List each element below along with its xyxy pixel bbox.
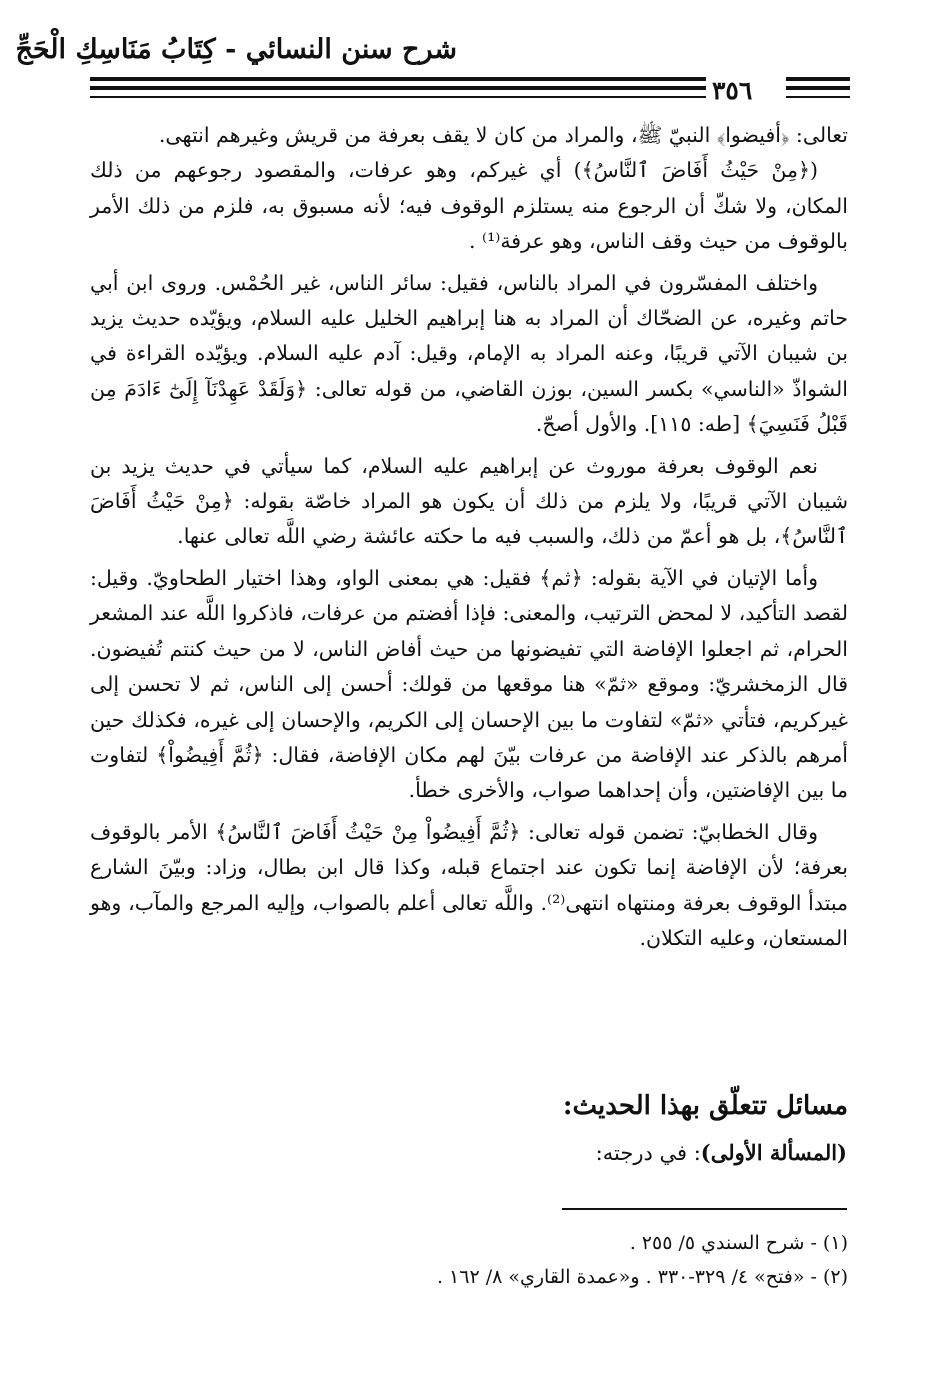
footnote-2: (٢) - «فتح» ٤/ ٣٢٩-٣٣٠ . و«عمدة القاري» ٨/ ١٦٢ . xyxy=(436,1266,848,1288)
footnote-1: (١) - شرح السندي ٥/ ٢٥٥ . xyxy=(629,1232,848,1254)
section-heading: مسائل تتعلّق بهذا الحديث: xyxy=(562,1091,848,1121)
paragraph: نعم الوقوف بعرفة موروث عن إبراهيم عليه السلام، كما سيأتي في حديث يزيد بن شيبان الآتي قريبًا، ولا يلزم من ذلك أن يكون هو المراد خاصّة بقوله: ﴿مِنْ حَيْثُ أَفَاضَ ٱلنَّاسُ﴾، بل هو أعمّ من ذلك، والسبب فيه ما حكته عائشة رضي اللَّه تعالى عنها. xyxy=(90,453,848,549)
page-number: ٣٥٦ xyxy=(712,76,753,105)
footnote-separator xyxy=(562,1208,847,1210)
paragraph: (﴿مِنْ حَيْثُ أَفَاضَ ٱلنَّاسُ﴾) أي غيركم، وهو عرفات، والمقصود رجوعهم من ذلك المكان، ولا شكّ أن الرجوع منه يستلزم الوقوف فيه؛ لأنه مسبوق به، فلزم من ذلك الأمر بالوقوف من حيث وقف الناس، وهو عرفة⁽¹⁾ . xyxy=(90,158,848,254)
paragraph: وقال الخطابيّ: تضمن قوله تعالى: ﴿ثُمَّ أَفِيضُواْ مِنْ حَيْثُ أَفَاضَ ٱلنَّاسُ﴾ الأمر بالوقوف بعرفة؛ لأن الإفاضة إنما تكون عند اجتماع قبله، وكذا قال ابن بطال، وزاد: وبيّنَ الشارع مبتدأ الوقوف بعرفة ومنتهاه انتهى⁽²⁾. واللَّه تعالى أعلم بالصواب، وإليه المرجع والمآب، وهو المستعان، وعليه التكلان. xyxy=(90,819,848,950)
paragraph: واختلف المفسّرون في المراد بالناس، فقيل: سائر الناس، غير الحُمْس. وروى ابن أبي حاتم وغيره، عن الضحّاك أن المراد به هنا إبراهيم الخليل عليه السلام، ويؤيّده حديث يزيد بن شيبان الآتي قريبًا، وعنه المراد به الإمام، وقيل: آدم عليه السلام. ويؤيّده القراءة في الشواذّ «الناسي» بكسر السين، بوزن القاضي، من قوله تعالى: ﴿وَلَقَدْ عَهِدْنَآ إِلَىٰٓ ءَادَمَ مِن قَبْلُ فَنَسِيَ﴾ [طه: ١١٥]. والأول أصحّ. xyxy=(90,270,848,437)
running-header-title: شرح سنن النسائي - كِتَابُ مَنَاسِكِ الْحَجِّ xyxy=(15,34,457,65)
question-label: (المسألة الأولى) xyxy=(700,1140,847,1165)
question-text: : في درجته: xyxy=(595,1141,701,1165)
main-text xyxy=(90,118,848,956)
question-line xyxy=(596,1140,847,1165)
paragraph: وأما الإتيان في الآية بقوله: ﴿ثم﴾ فقيل: هي بمعنى الواو، وهذا اختيار الطحاويّ. وقيل: لقصد التأكيد، لا لمحض الترتيب، والمعنى: فإذا أفضتم من عرفات، فاذكروا اللَّه عند المشعر الحرام، ثم اجعلوا الإفاضة التي تفيضونها من حيث أفاض الناس، لا من حيث كنتم تُفيضون. قال الزمخشريّ: وموقع «ثمّ» هنا موقعها من قولك: أحسن إلى الناس، ثم لا تحسن إلى غيركريم، فتأتي «ثمّ» لتفاوت ما بين الإحسان إلى الكريم، والإحسان إلى غيره، فكذلك حين أمرهم بالذكر عند الإفاضة من عرفات بيّنَ لهم مكان الإفاضة، فقال: ﴿ثُمَّ أَفِيضُواْ﴾ لتفاوت ما بين الإفاضتين، وأن إحداهما صواب، والأخرى خطأ. xyxy=(90,565,848,803)
paragraph: تعالى: ﴿أفيضوا﴾ النبيّ ﷺ، والمراد من كان لا يقف بعرفة من قريش وغيرهم انتهى. xyxy=(158,123,848,147)
